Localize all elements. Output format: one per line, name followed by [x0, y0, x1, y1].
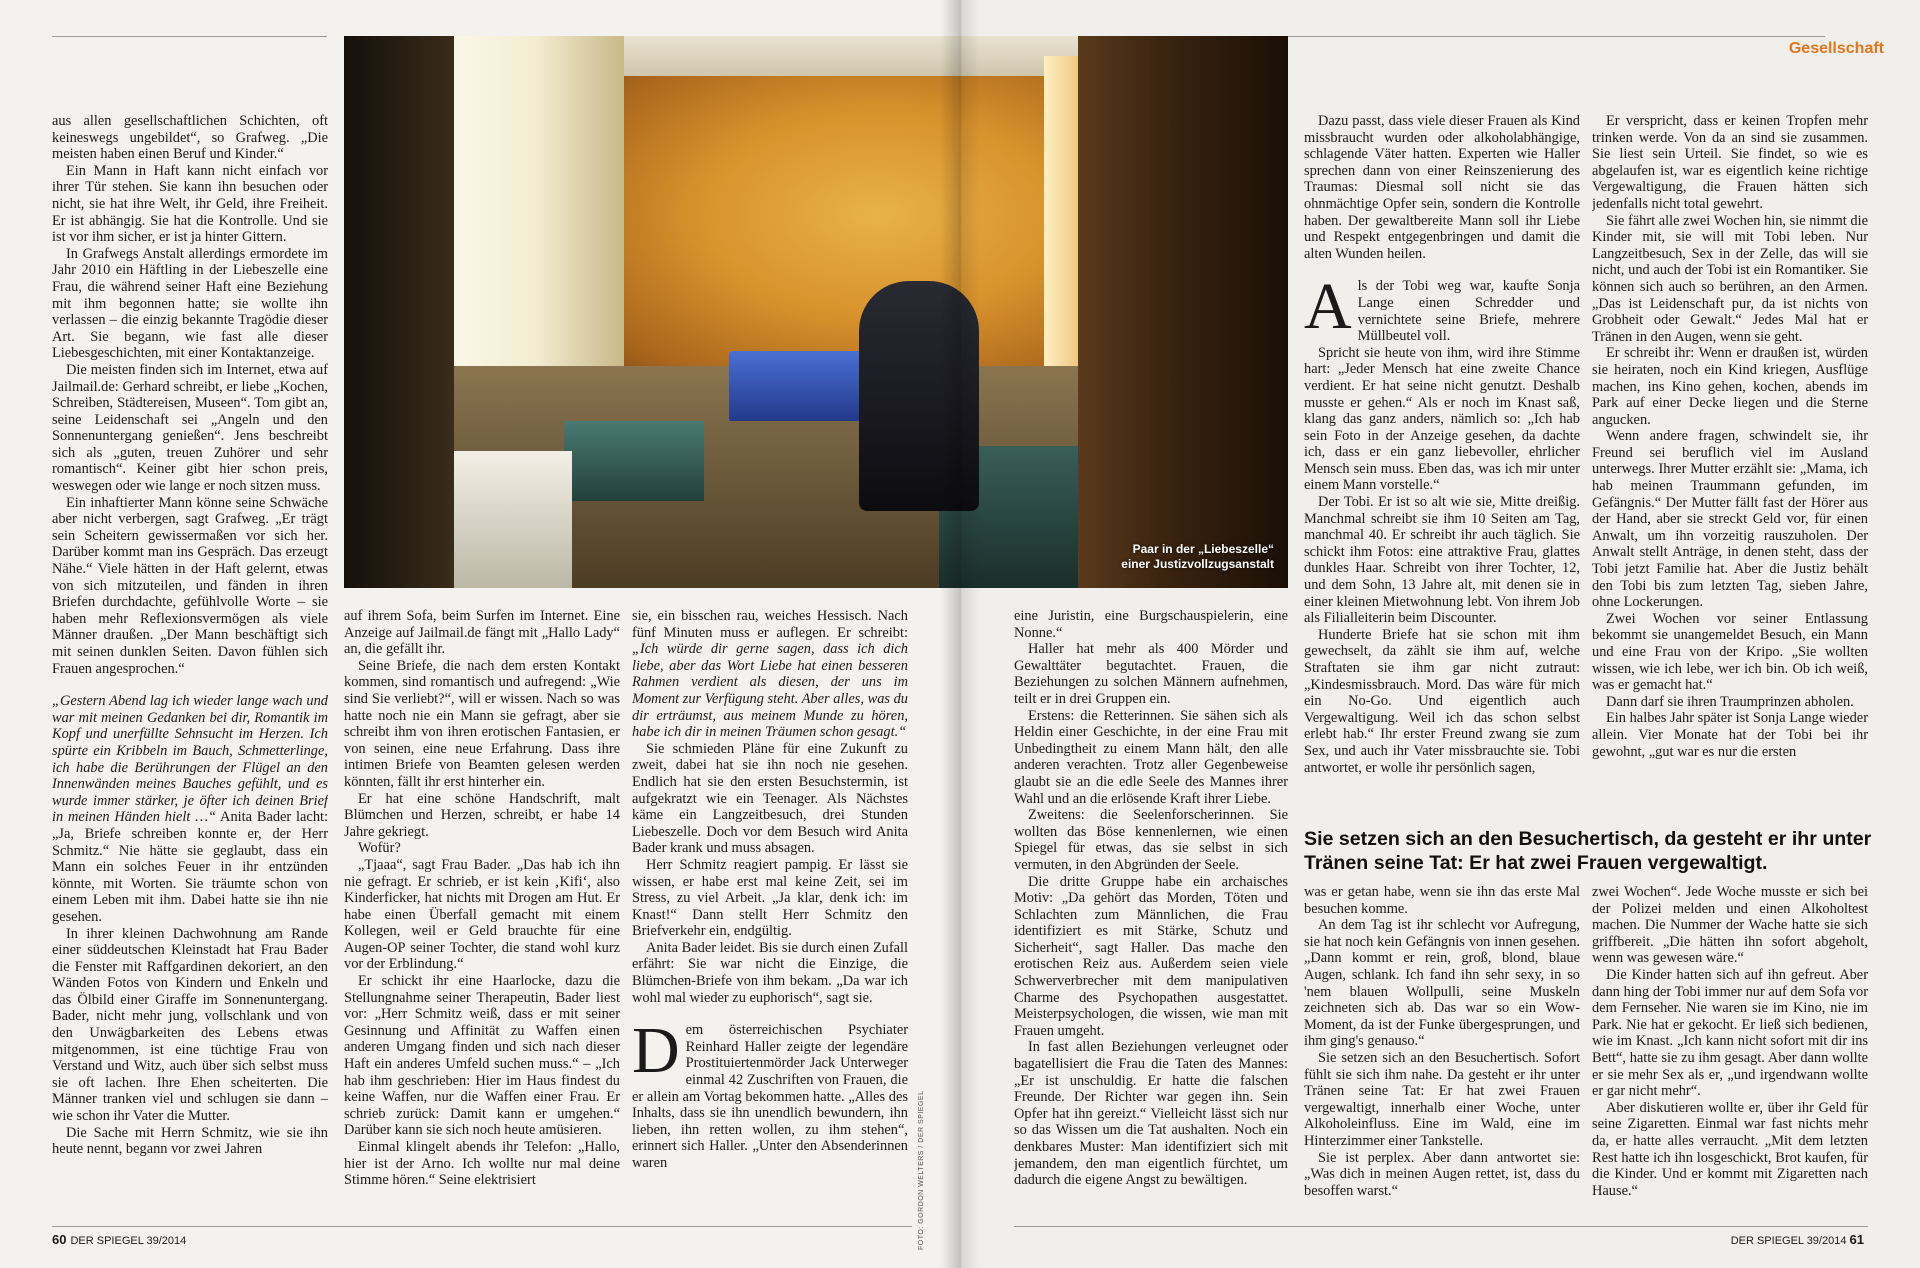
column-1	[52, 113, 328, 1211]
paragraph: was er getan habe, wenn sie ihn das erste Mal besuchen komme.	[1304, 884, 1580, 917]
paragraph	[632, 1014, 908, 1171]
column-5-lower	[1304, 884, 1580, 1211]
photo-wall-left	[344, 36, 454, 588]
pull-quote: Sie setzen sich an den Besuchertisch, da gesteht er ihr unter Tränen seine Tat: Er hat zwei Frauen vergewaltigt.	[1304, 828, 1872, 874]
paragraph: Seine Briefe, die nach dem ersten Kontakt kommen, sind romantisch und aufregend: „Wie sind Sie verliebt?“, will er wissen. Nach so was hatte noch nie ein Mann sie gefragt, aber sie schreibt ihm von ihren erotischen Fantasien, er von seinen, eine neue Erfahrung. Dass ihre intimen Briefe von Beamten gelesen werden könnten, fällt ihr erst hinterher ein.	[344, 657, 620, 790]
drop-cap-text: em österreichischen Psychiater Reinhard Haller zeigte der legendäre Prostituiertenmörder Jack Unterweger einmal 42 Zuschriften von Frauen, die er allein am Vortag bekommen hatte. „Alles des Inhalts, dass sie ihn unendlich bewundern, ihn lieben, ihn retten wollen, zu ihm stehen“, erinnert sich Haller. „Unter den Absenderinnen waren	[632, 1022, 908, 1171]
paragraph: Er schreibt ihr: Wenn er draußen ist, würden sie heiraten, noch ein Kind kriegen, Ausflüge machen, ins Kino gehen, kochen, abends im Park auf einer Decke liegen und die Sterne angucken.	[1592, 345, 1868, 428]
paragraph: Sie setzen sich an den Besuchertisch. Sofort fühlt sie sich ihm nahe. Da gesteht er ihr unter Tränen seine Tat: Er hat zwei Frauen vergewaltigt, innerhalb einer Woche, unter Alkoholeinfluss. Eine im Wald, eine im Hinterzimmer einer Tankstelle.	[1304, 1049, 1580, 1149]
paragraph	[632, 608, 908, 741]
paragraph: Sie fährt alle zwei Wochen hin, sie nimmt die Kinder mit, sie will mit Tobi leben. Nur Langzeitbesuch, Sex in der Zelle, das will sie nicht, und auch der Tobi ist ein Romantiker. Sie können sich auch so berühren, an den Armen. „Das ist Leidenschaft pur, da ist nichts von Grobheit oder Gewalt.“ Jedes Mal hat er Tränen in den Augen, wenn sie geht.	[1592, 212, 1868, 345]
paragraph: „Tjaaa“, sagt Frau Bader. „Das hab ich ihn nie gefragt. Er schrieb, er ist kein ‚Kifi‘, also Kinderficker, hat nichts mit Drogen am Hut. Er habe einen Überfall gemacht mit einem Kollegen, weil er Geld brauchte für eine Augen-OP seiner Tochter, die stand wohl kurz vor der Erblindung.“	[344, 856, 620, 973]
paragraph: Einmal klingelt abends ihr Telefon: „Hallo, hier ist der Arno. Ich wollte nur mal deine Stimme hören.“ Seine elektrisiert	[344, 1139, 620, 1189]
caption-line-1: Paar in der „Liebeszelle“	[1132, 542, 1274, 556]
paragraph: Ein halbes Jahr später ist Sonja Lange wieder allein. Vier Monate hat der Tobi bei ihr gewohnt, „gut war es nur die ersten	[1592, 710, 1868, 760]
paragraph: Zwei Wochen vor seiner Entlassung bekommt sie unangemeldet Besuch, ein Mann und eine Frau von der Kripo. „Sie wollten wissen, wie ich lebe, wer ich bin. Ob ich weiß, was er gemacht hat.“	[1592, 610, 1868, 694]
photo-credit: FOTO: GORDON WELTERS / DER SPIEGEL	[918, 1090, 925, 1250]
photo-table	[452, 451, 572, 588]
letter-quote: „Gestern Abend lag ich wieder lange wach und war mit meinen Gedanken bei dir, Romantik im Kopf und unerfüllte Sehnsucht im Herzen. Ich spürte ein Kribbeln im Bauch, Schmetterlinge, ich habe die Berührungen der Flügel an den Innenwänden meines Bauches gefühlt, und es wurde immer stärker, je öfter ich deinen Brief in meinen Händen hielt …“	[52, 693, 328, 826]
paragraph	[1304, 270, 1580, 345]
paragraph: auf ihrem Sofa, beim Surfen im Internet. Eine Anzeige auf Jailmail.de fängt mit „Hallo Lady“ an, die gefällt ihr.	[344, 608, 620, 658]
paragraph: In ihrer kleinen Dachwohnung am Rande einer süddeutschen Kleinstadt hat Frau Bader die Fenster mit Raffgardinen dekoriert, an den Wänden Fotos von Kindern und Enkeln und das Ölbild einer Giraffe im Sonnenuntergang. Bader, nicht mehr jung, vollschlank und von den Unwägbarkeiten des Lebens etwas mitgenommen, ist eine tüchtige Frau von Verstand und Witz, auch über sich selbst muss sie oft lachen. Ihre Ehen scheiterten. Die Männer tranken viel und schlugen sie dann – wie schon ihr Vater die Mutter.	[52, 925, 328, 1125]
photo-door	[1078, 36, 1288, 588]
column-6-lower	[1592, 884, 1868, 1211]
paragraph: Sie ist perplex. Aber dann antwortet sie: „Was dich in meinen Augen rettet, ist, dass du besoffen warst.“	[1304, 1149, 1580, 1199]
publication-left: DER SPIEGEL 39/2014	[70, 1235, 187, 1247]
paragraph: aus allen gesellschaftlichen Schichten, oft keineswegs ungebildet“, so Grafweg. „Die meisten haben einen Beruf und Kinder.“	[52, 113, 328, 163]
paragraph: Hunderte Briefe hat sie schon mit ihm gewechselt, da zählt sie ihm auf, welche Straftaten sie ihm gar nicht zutraut: „Kindesmissbrauch. Mord. Das wäre für mich ein No-Go. Und eigentlich auch Vergewaltigung. Weil ich das schon selbst erlebt hab.“ Ihr erster Freund zwang sie zum Sex, und auch ihr Vater missbrauchte sie. Tobi antwortet, er wolle ihr persönlich sagen,	[1304, 626, 1580, 776]
paragraph: Haller hat mehr als 400 Mörder und Gewalttäter begutachtet. Frauen, die Beziehungen zu solchen Männern aufnehmen, teilt er in drei Gruppen ein.	[1014, 641, 1288, 707]
paragraph: zwei Wochen“. Jede Woche musste er sich bei der Polizei melden und einen Alkoholtest machen. Die Nummer der Wache hatte sie sich griffbereit. „Die hätten ihn sofort abgeholt, wenn was gewesen wäre.“	[1592, 884, 1868, 967]
paragraph: Er hat eine schöne Handschrift, malt Blümchen und Herzen, schreibt, er habe 14 Jahre gekriegt.	[344, 790, 620, 840]
paragraph: Anita Bader leidet. Bis sie durch einen Zufall erfährt: Sie war nicht die Einzige, die Blümchen-Briefe von ihm bekam. „Da war ich wohl mal wieder zu euphorisch“, sagt sie.	[632, 939, 908, 1006]
paragraph: Dazu passt, dass viele dieser Frauen als Kind missbraucht wurden oder alkoholabhängige, schlagende Väter hatten. Experten wie Haller sprechen dann von einer Reinszenierung des Traumas: Diesmal soll nicht sie das ohnmächtige Opfer sein, sondern die Kontrolle haben. Der gewaltbereite Mann soll ihr Liebe und Respekt entgegenbringen und damit die alten Wunden heilen.	[1304, 113, 1580, 262]
photo-person	[859, 281, 979, 511]
paragraph: Die meisten finden sich im Internet, etwa auf Jailmail.de: Gerhard schreibt, er liebe „Kochen, Schreiben, Städtereisen, Museen“. Tom gibt an, seine Leidenschaft sei „Angeln und den Sonnenuntergang genießen“. Jens beschreibt sich als „guten, treuen Zuhörer und sehr romantisch“. Keiner gibt hier schon preis, weswegen oder wie lange er noch sitzen muss.	[52, 361, 328, 495]
paragraph: In fast allen Beziehungen verleugnet oder bagatellisiert die Frau die Taten des Mannes: „Er ist unschuldig. Er hatte die falschen Freunde. Der Richter war gegen ihn. Sein Opfer hat ihn gereizt.“ Vielleicht lässt sich nur so das Wissen um die Tat aushalten. Noch ein denkbares Muster: Man identifiziert sich mit jemandem, den man eigentlich fürchtet, um dadurch die eigene Angst zu bewältigen.	[1014, 1039, 1288, 1189]
top-rule	[52, 36, 327, 37]
quote-continuation: Anita Bader lacht: „Ja, Briefe schreiben konnte er, der Herr Schmitz.“ Nie hätte sie geglaubt, dass ein Mann ein solches Feuer in ihr entzünden könnte, mit Worten. Sie träumte schon von einem Leben mit ihm. Dabei hatte sie ihn nie gesehen.	[52, 809, 328, 925]
drop-cap: D	[632, 1014, 680, 1088]
photo-caption	[1121, 542, 1274, 572]
paragraph: Ein inhaftierter Mann könne seine Schwäche aber nicht verbergen, sagt Grafweg. „Er trägt sein Scheitern gewissermaßen vor sich her. Darüber kommt man ins Gespräch. Das erzeugt Nähe.“ Viele hätten in der Haft gelernt, etwas von sich mitzuteilen, und fänden in ihren Briefen durchdachte, gefühlvolle Worte – sie haben mehr Reflexionsvermögen als viele Männer draußen. „Der Mann beschäftigt sich mit seinen dunklen Seiten. Davon fühlen sich Frauen angesprochen.“	[52, 494, 328, 677]
paragraph-text: sie, ein bisschen rau, weiches Hessisch. Nach fünf Minuten muss er auflegen. Er schreibt:	[632, 608, 908, 641]
caption-line-2: einer Justizvollzugsanstalt	[1121, 557, 1274, 571]
paragraph: Wofür?	[358, 840, 401, 857]
paragraph: In Grafwegs Anstalt allerdings ermordete im Jahr 2010 ein Häftling in der Liebeszelle eine Frau, die während seiner Haft eine Beziehung mit ihm begonnen hatte; sie wollte ihn verlassen – die einzig bekannte Tragödie dieser Art. Sie begann, wie fast alle dieser Liebesgeschichten, mit einer Kontaktanzeige.	[52, 245, 328, 362]
paragraph: Die dritte Gruppe habe ein archaisches Motiv: „Da gehört das Morden, Töten und Schlachten zum Männlichen, die Frau identifiziert es mit Stärke, Schutz und Sicherheit“, sagt Haller. Das mache den erotischen Reiz aus. Außerdem seien viele Schwerverbrecher mit dem manipulativen Charme des Psychopathen ausgestattet. Meisterpsychologen, die wissen, wie man mit Frauen umgeht.	[1014, 873, 1288, 1039]
column-5	[1304, 113, 1580, 818]
drop-cap-text: ls der Tobi weg war, kaufte Sonja Lange einen Schredder und vernichtete seine Briefe, mehrere Müllbeutel voll.	[1357, 278, 1580, 345]
paragraph: Der Tobi. Er ist so alt wie sie, Mitte dreißig. Manchmal schreibt sie ihm 10 Seiten am Tag, manchmal 40. Er schreibt ihr auch täglich. Sie schickt ihm Fotos: eine attraktive Frau, glattes dunkles Haar. Schreibt von ihrer Tochter, 12, und dem Sohn, 13 Jahre alt, mit denen sie in einer kleinen Mietwohnung lebt. Von ihrem Job als Filialleiterin beim Discounter.	[1304, 494, 1580, 627]
paragraph: Er schickt ihr eine Haarlocke, dazu die Stellungnahme seiner Therapeutin, Bader liest vor: „Herr Schmitz weiß, dass er mit seiner Gesinnung und Affinität zu Waffen einen anderen Umgang finden und sich nach dieser Haft ein anderes Umfeld suchen muss.“ – „Ich hab ihm geschrieben: Hier im Haus findest du keine Waffen, nur die Waffen einer Frau. Er schrieb zurück: Damit kann er umgehen.“ Darüber kann sie sich noch heute amüsieren.	[344, 973, 620, 1139]
footer-rule-right	[1014, 1226, 1868, 1227]
paragraph: An dem Tag ist ihr schlecht vor Aufregung, sie hat noch kein Gefängnis von innen gesehen. „Dann kommt er rein, groß, blond, blaue Augen, schlank. Ich fand ihn sehr sexy, in so 'nem blauen Wollpulli, seine Muskeln zeichneten sich ab. Das war so ein Wow-Moment, da ist der Funke übergesprungen, und ihm ging's genauso.“	[1304, 917, 1580, 1050]
photo-ottoman	[564, 421, 704, 501]
column-2	[344, 608, 620, 1211]
publication-right: DER SPIEGEL 39/2014	[1730, 1235, 1847, 1247]
paragraph: Dann darf sie ihren Traumprinzen abholen.	[1606, 693, 1854, 710]
paragraph: Erstens: die Retterinnen. Sie sähen sich als Heldin einer Geschichte, in der eine Frau mit Unbedingtheit zu einem Mann hält, den alle anderen verachten. Trotz aller Gegenbeweise glaubt sie an die edle Seele des Mannes ihrer Wahl und an die erlösende Kraft ihrer Liebe.	[1014, 707, 1288, 807]
paragraph: Aber diskutieren wollte er, über ihr Geld für seine Zigaretten. Einmal war fast nichts mehr da, er hatte alles verraucht. „Mit dem letzten Rest hatte ich ihn losgeschickt, Brot kaufen, für die Kinder. Und er kommt mit Zigaretten nach Hause.“	[1592, 1099, 1868, 1199]
footer-rule	[52, 1226, 912, 1227]
paragraph	[52, 693, 328, 925]
paragraph: Die Sache mit Herrn Schmitz, wie sie ihn heute nennt, begann vor zwei Jahren	[52, 1124, 328, 1158]
paragraph: Er verspricht, dass er keinen Tropfen mehr trinken werde. Von da an sind sie zusammen. Sie liest sein Urteil. Sie findet, so wie es abgelaufen ist, war es eigentlich keine richtige Vergewaltigung, die Frauen hätten sich jedenfalls nicht total gewehrt.	[1592, 113, 1868, 212]
paragraph: Wenn andere fragen, schwindelt sie, ihr Freund sei beruflich viel im Ausland unterwegs. Ihrer Mutter erzählt sie: „Mama, ich hab meinen Traummann gefunden, im Gefängnis.“ Der Mutter fällt fast der Hörer aus der Hand, aber sie streckt Geld vor, für einen Anwalt, um ihn vorzeitig rauszuholen. Der Anwalt stellt Anträge, in denen steht, dass der Tobi jetzt Familie hat. Aber die Justiz behält den Tobi bis zum letzten Tag, sieben Jahre, ohne Lockerungen.	[1592, 428, 1868, 611]
cell-photo	[344, 36, 1288, 588]
paragraph: Herr Schmitz reagiert pampig. Er lässt sie wissen, er habe erst mal keine Zeit, sei im Stress, zu viel Arbeit. „Ja klar, denk ich: im Knast!“ Dann stellt Herr Schmitz den Briefverkehr ein, endgültig.	[632, 856, 908, 940]
page-number-left: 60	[52, 1232, 67, 1247]
column-4	[1014, 608, 1288, 1211]
top-rule-right	[1285, 36, 1825, 37]
paragraph: eine Juristin, eine Burgschauspielerin, eine Nonne.“	[1014, 608, 1288, 641]
paragraph: Spricht sie heute von ihm, wird ihre Stimme hart: „Jeder Mensch hat eine zweite Chance verdient. Er hat seine nicht genutzt. Deshalb musste er gehen.“ Als er noch im Knast saß, klang das ganz anders, nämlich so: „Ich hab sein Foto in der Anzeige gesehen, da dachte ich, dass er ein ganz liebevoller, ehrlicher Mensch sein muss. Eben das, was ich mir unter einem Mann vorstelle.“	[1304, 344, 1580, 494]
drop-cap: A	[1304, 270, 1352, 344]
paragraph: Zweitens: die Seelenforscherinnen. Sie wollten das Böse kennenlernen, wie einen Spiegel für etwas, das sie selbst in sich vermuten, in den Abgründen der Seele.	[1014, 807, 1288, 873]
column-6	[1592, 113, 1868, 818]
letter-quote: „Ich würde dir gerne sagen, dass ich dich liebe, aber das Wort Liebe hat einen besseren Rahmen verdient als diesen, der uns im Moment zur Verfügung steht. Aber alles, was du dir erträumst, aus meinem Munde zu hören, habe ich dir in meinen Träumen schon gesagt.“	[632, 641, 908, 741]
footer-right	[1731, 1232, 1868, 1247]
paragraph: Ein Mann in Haft kann nicht einfach vor ihrer Tür stehen. Sie kann ihn besuchen oder nicht, sie hat ihre Welt, ihr Geld, ihre Freiheit. Er ist abhängig. Sie hat die Kontrolle. Und sie ist vor ihm sicher, er ist ja hinter Gittern.	[52, 162, 328, 246]
column-3	[632, 608, 908, 1211]
paragraph: Die Kinder hatten sich auf ihn gefreut. Aber dann hing der Tobi immer nur auf dem Sofa vor dem Fernseher. Nie waren sie im Kino, nie im Park. Nie hat er gekocht. Er ließ sich bedienen, wie im Knast. „Ich kann nicht sofort mit dir ins Bett“, hatte sie zu ihm gesagt. Aber dann wollte er sie mehr Sex als er, „und irgendwann wollte er gar nicht mehr“.	[1592, 966, 1868, 1100]
footer-left	[52, 1232, 186, 1247]
page-number-right: 61	[1849, 1232, 1864, 1247]
section-tag: Gesellschaft	[1788, 40, 1884, 57]
paragraph: Sie schmieden Pläne für eine Zukunft zu zweit, dabei hat sie ihn noch nie gesehen. Endlich hat sie den ersten Besuchstermin, ist aufgekratzt wie ein Teenager. Als Nächstes käme ein Langzeitbesuch, drei Stunden Liebeszelle. Doch vor dem Besuch wird Anita Bader krank und muss absagen.	[632, 740, 908, 857]
